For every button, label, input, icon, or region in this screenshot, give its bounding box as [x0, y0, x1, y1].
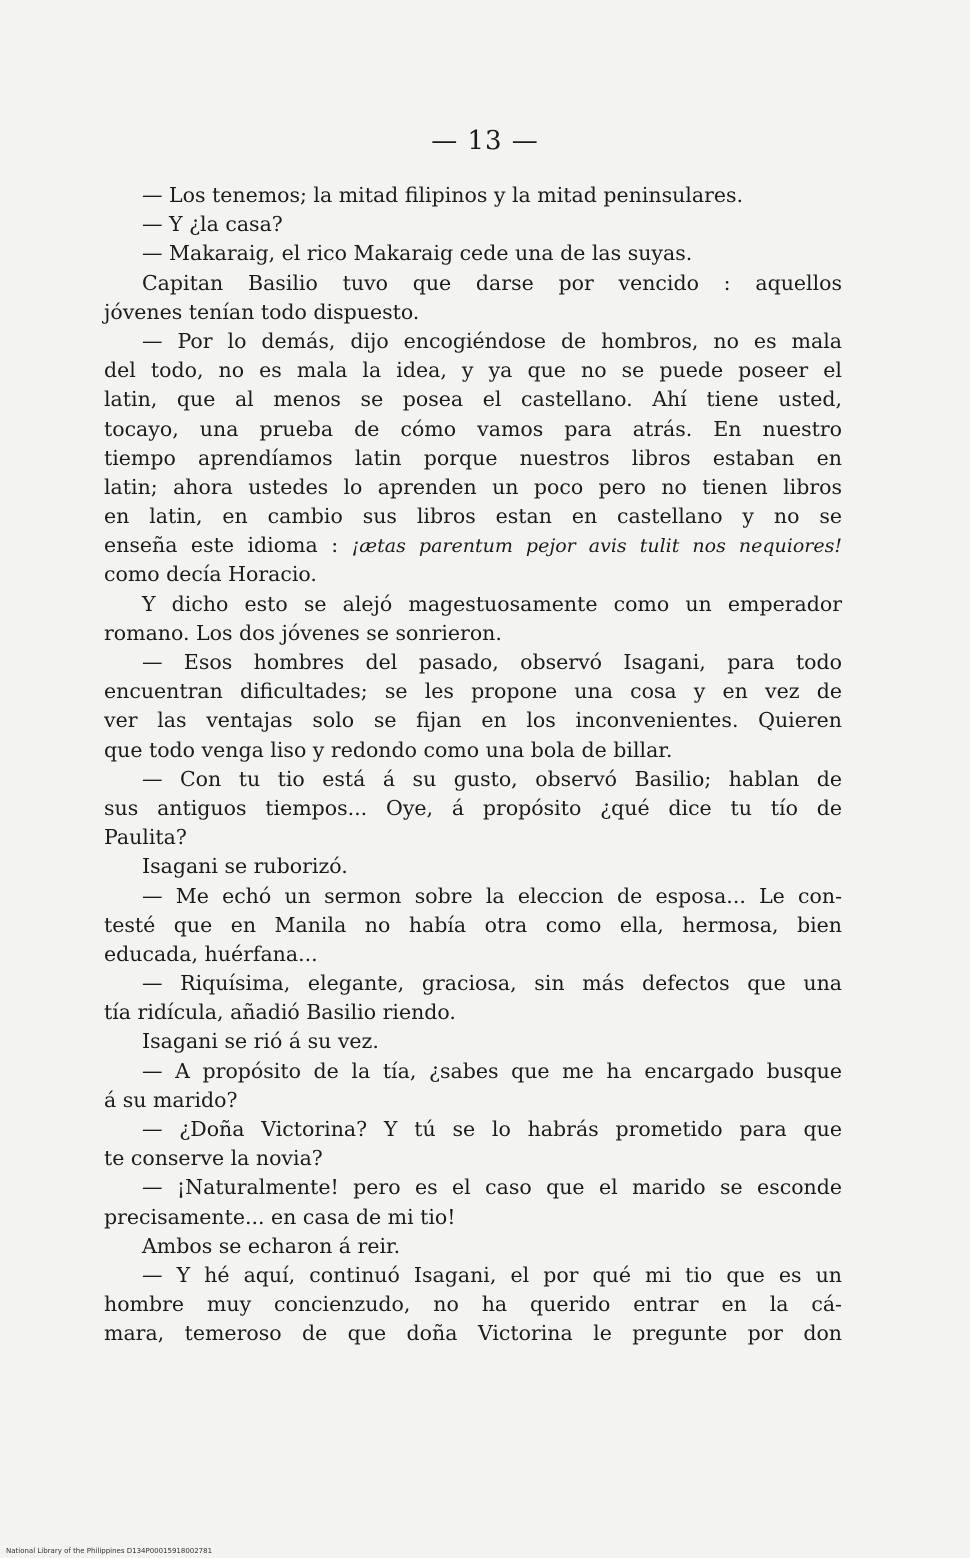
text-line [104, 823, 842, 852]
text-line-content: Ambos se echaron á reir. [142, 1233, 401, 1258]
text-line-content: — ¿Doña Victorina? Y tú se lo habrás prometido para que [142, 1117, 842, 1141]
text-line [104, 911, 842, 940]
text-line-content: enseña este idioma : [104, 533, 339, 558]
text-line-content: tía ridícula, añadió Basilio riendo. [104, 1000, 456, 1025]
text-line-content: Isagani se ruborizó. [142, 854, 348, 879]
text-line [104, 1027, 842, 1056]
text-line-content: ver las ventajas solo se fijan en los inconvenientes. Quieren [104, 708, 842, 733]
text-line [104, 1261, 842, 1290]
text-line [104, 1232, 842, 1261]
text-line [104, 269, 842, 298]
text-line [104, 736, 842, 765]
text-line-content: — ¡Naturalmente! pero es el caso que el marido se esconde [142, 1175, 842, 1200]
text-line-content: — Me echó un sermon sobre la eleccion de esposa... Le con- [142, 883, 842, 908]
body-text [104, 181, 842, 1349]
text-line-content: — Makaraig, el rico Makaraig cede una de las suyas. [142, 241, 693, 266]
page-number: — 13 — [431, 126, 539, 156]
text-line-content: Y dicho esto se alejó magestuosamente como un emperador [142, 591, 842, 616]
text-line-content: encuentran dificultades; se les propone una cosa y en vez de [104, 679, 842, 704]
text-line [104, 1319, 842, 1348]
library-footer: National Library of the Philippines D134P00015918002781 [6, 1547, 213, 1555]
text-line-content: — Los tenemos; la mitad filipinos y la mitad peninsulares. [142, 183, 744, 207]
text-line-content: mara, temeroso de que doña Victorina le pregunte por don [104, 1321, 842, 1346]
text-line [104, 706, 842, 735]
text-line [104, 298, 842, 327]
text-line-content: precisamente... en casa de mi tio! [104, 1204, 456, 1229]
text-line-content: á su marido? [104, 1087, 238, 1112]
text-line [104, 210, 842, 239]
text-line [104, 940, 842, 969]
text-line [104, 590, 842, 619]
text-line-content: latin; ahora ustedes lo aprenden un poco pero no tienen libros [104, 474, 842, 499]
latin-quote: ¡ætas parentum pejor avis tulit nos nequiores! [351, 535, 842, 558]
text-line [104, 1115, 842, 1144]
text-line [104, 327, 842, 356]
text-line-content: que todo venga liso y redondo como una bola de billar. [104, 737, 673, 762]
text-line-content: — Esos hombres del pasado, observó Isagani, para todo [142, 650, 842, 674]
text-line [104, 882, 842, 911]
text-line-content: tocayo, una prueba de cómo vamos para atrás. En nuestro [104, 416, 842, 441]
text-line [104, 1144, 842, 1173]
text-line-content: te conserve la novia? [104, 1146, 323, 1171]
text-line [104, 794, 842, 823]
text-line-content: latin, que al menos se posea el castellano. Ahí tiene usted, [104, 387, 842, 412]
text-line-content: — A propósito de la tía, ¿sabes que me ha encargado busque [142, 1058, 842, 1083]
text-line-content: Isagani se rió á su vez. [142, 1029, 379, 1054]
text-line [104, 1203, 842, 1232]
text-line-content: — Y ¿la casa? [142, 212, 283, 237]
text-line-content: en latin, en cambio sus libros estan en castellano y no se [104, 504, 842, 529]
text-line [104, 765, 842, 794]
text-line [104, 852, 842, 881]
text-line [104, 531, 842, 560]
text-line [104, 1173, 842, 1202]
text-line [104, 444, 842, 473]
text-line [104, 969, 842, 998]
text-line-content: jóvenes tenían todo dispuesto. [104, 299, 420, 324]
text-line [104, 677, 842, 706]
text-line-content: Paulita? [104, 825, 187, 850]
text-line [104, 1086, 842, 1115]
text-line [104, 619, 842, 648]
text-line-content: Capitan Basilio tuvo que darse por vencido : aquellos [142, 270, 842, 295]
text-line [104, 502, 842, 531]
text-line-content: testé que en Manila no había otra como ella, hermosa, bien [104, 912, 842, 937]
text-line-content: — Por lo demás, dijo encogiéndose de hombros, no es mala [142, 328, 842, 353]
text-line-content: — Y hé aquí, continuó Isagani, el por qué mi tio que es un [142, 1262, 842, 1287]
text-line [104, 473, 842, 502]
text-line [104, 1290, 842, 1319]
text-line [104, 998, 842, 1027]
text-line [104, 648, 842, 677]
text-line [104, 415, 842, 444]
text-line [104, 356, 842, 385]
text-line-content: del todo, no es mala la idea, y ya que no se puede poseer el [104, 358, 842, 383]
text-line-content: sus antiguos tiempos... Oye, á propósito ¿qué dice tu tío de [104, 795, 842, 820]
text-line-content: — Con tu tio está á su gusto, observó Basilio; hablan de [142, 766, 842, 791]
text-line [104, 560, 842, 589]
text-line [104, 239, 842, 268]
text-line-content: hombre muy concienzudo, no ha querido entrar en la cá- [104, 1292, 842, 1317]
text-line [104, 1057, 842, 1086]
text-line-content: — Riquísima, elegante, graciosa, sin más defectos que una [142, 971, 842, 996]
text-line [104, 181, 842, 210]
text-line [104, 385, 842, 414]
text-line-content: romano. Los dos jóvenes se sonrieron. [104, 620, 502, 645]
text-line-content: educada, huérfana... [104, 941, 318, 966]
text-line-content: como decía Horacio. [104, 562, 317, 587]
text-line-content: tiempo aprendíamos latin porque nuestros libros estaban en [104, 445, 842, 470]
